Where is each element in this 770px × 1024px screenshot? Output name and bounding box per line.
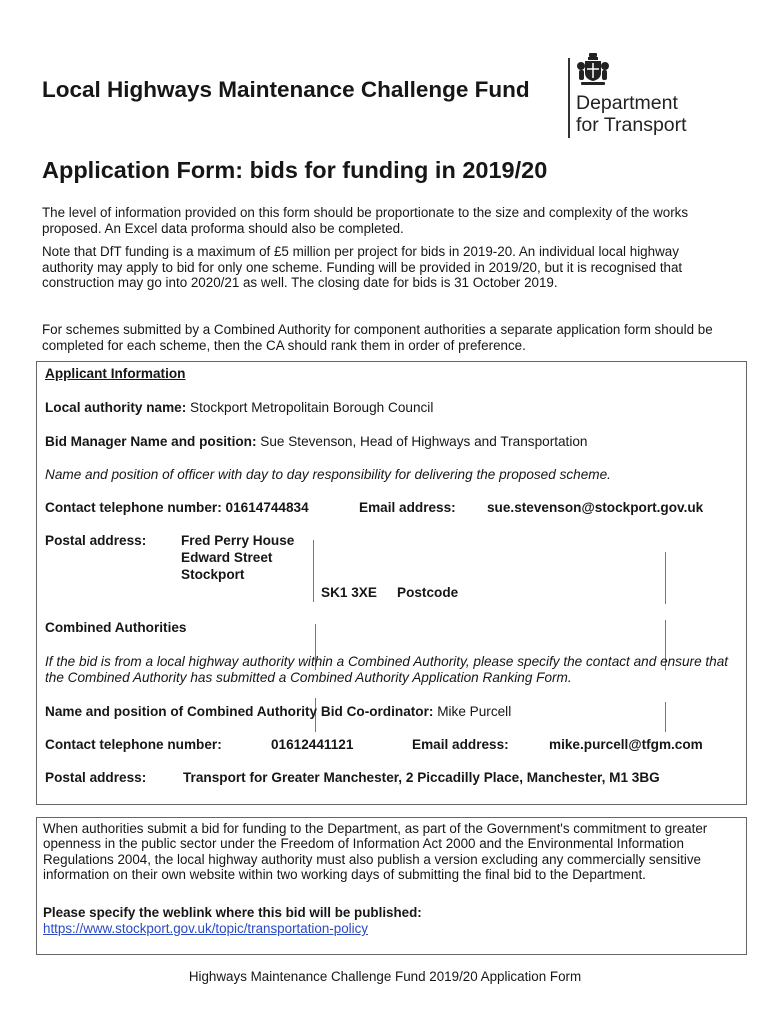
publication-weblink[interactable]: https://www.stockport.gov.uk/topic/transportation-policy [43,921,368,936]
email-value: sue.stevenson@stockport.gov.uk [487,500,704,515]
publication-notice-text: When authorities submit a bid for funding to the Department, as part of the Government's commitment to greater openness in the public sector under the Freedom of Information Act 2000 and the Environmental Information Regulations 2004, the local highway authority must also publish a version excluding any commercially sensitive information on their own website within two working days of submitting the final bid to the Department. [43,821,708,883]
bid-manager-value: Sue Stevenson, Head of Highways and Transportation [260,434,588,449]
ca-postal-label: Postal address: [45,770,147,785]
ca-postal-value: Transport for Greater Manchester, 2 Piccadilly Place, Manchester, M1 3BG [183,770,660,785]
department-name: Department for Transport [576,92,687,136]
page-title: Local Highways Maintenance Challenge Fund [42,77,530,102]
address-line-2: Edward Street [181,550,273,565]
intro-paragraph-1: The level of information provided on this form should be proportionate to the size and complexity of the works proposed. An Excel data proforma should also be completed. [42,205,689,236]
email-label: Email address: [359,500,456,515]
dft-logo [560,52,710,138]
bid-manager-row: Bid Manager Name and position: Sue Stevenson, Head of Highways and Transportation [45,434,588,449]
applicant-heading: Applicant Information [45,366,186,381]
field-divider [313,540,314,602]
ca-coordinator-value: Mike Purcell [437,704,512,719]
combined-authority-note: If the bid is from a local highway authority within a Combined Authority, please specify the contact and ensure that the Combined Authority has submitted a Combined Authority Application Ranking Form. [45,654,729,685]
royal-crest-icon [576,52,610,88]
intro-paragraph-2: Note that DfT funding is a maximum of £5 million per project for bids in 2019-20. An individual local highway authority may apply to bid for only one scheme. Funding will be provided in 2019/20, but it is recognised that construction may go into 2020/21 as well. The closing date for bids is 31 October 2019. [42,244,683,290]
field-divider [665,702,666,732]
page-footer: Highways Maintenance Challenge Fund 2019/20 Application Form [188,969,582,984]
local-authority-row: Local authority name: Stockport Metropolitain Borough Council [45,400,434,415]
publication-notice-box [36,817,747,955]
postal-address-label: Postal address: [45,533,147,548]
weblink-question: Please specify the weblink where this bid will be published: [43,905,422,920]
local-authority-value: Stockport Metropolitain Borough Council [190,400,434,415]
logo-divider [568,58,570,138]
intro-paragraph-3: For schemes submitted by a Combined Authority for component authorities a separate application form should be completed for each scheme, then the CA should rank them in order of preference. [42,322,713,353]
combined-authorities-heading: Combined Authorities [45,620,187,635]
applicant-information-box [36,361,747,805]
ca-telephone-value: 01612441121 [271,737,354,752]
postcode-label: Postcode [397,585,459,600]
postcode-value: SK1 3XE [321,585,377,600]
ca-email-value: mike.purcell@tfgm.com [549,737,703,752]
contact-telephone-row: Contact telephone number: 01614744834 [45,500,309,515]
address-line-1: Fred Perry House [181,533,295,548]
bid-manager-note: Name and position of officer with day to day responsibility for delivering the proposed scheme. [45,467,611,482]
field-divider [665,552,666,604]
form-subtitle: Application Form: bids for funding in 2019/20 [42,157,548,183]
address-line-3: Stockport [181,567,245,582]
ca-telephone-label: Contact telephone number: [45,737,222,752]
ca-coordinator-row: Name and position of Combined Authority Bid Co-ordinator: Mike Purcell [45,704,512,719]
contact-telephone-value: 01614744834 [225,500,309,515]
ca-email-label: Email address: [412,737,509,752]
